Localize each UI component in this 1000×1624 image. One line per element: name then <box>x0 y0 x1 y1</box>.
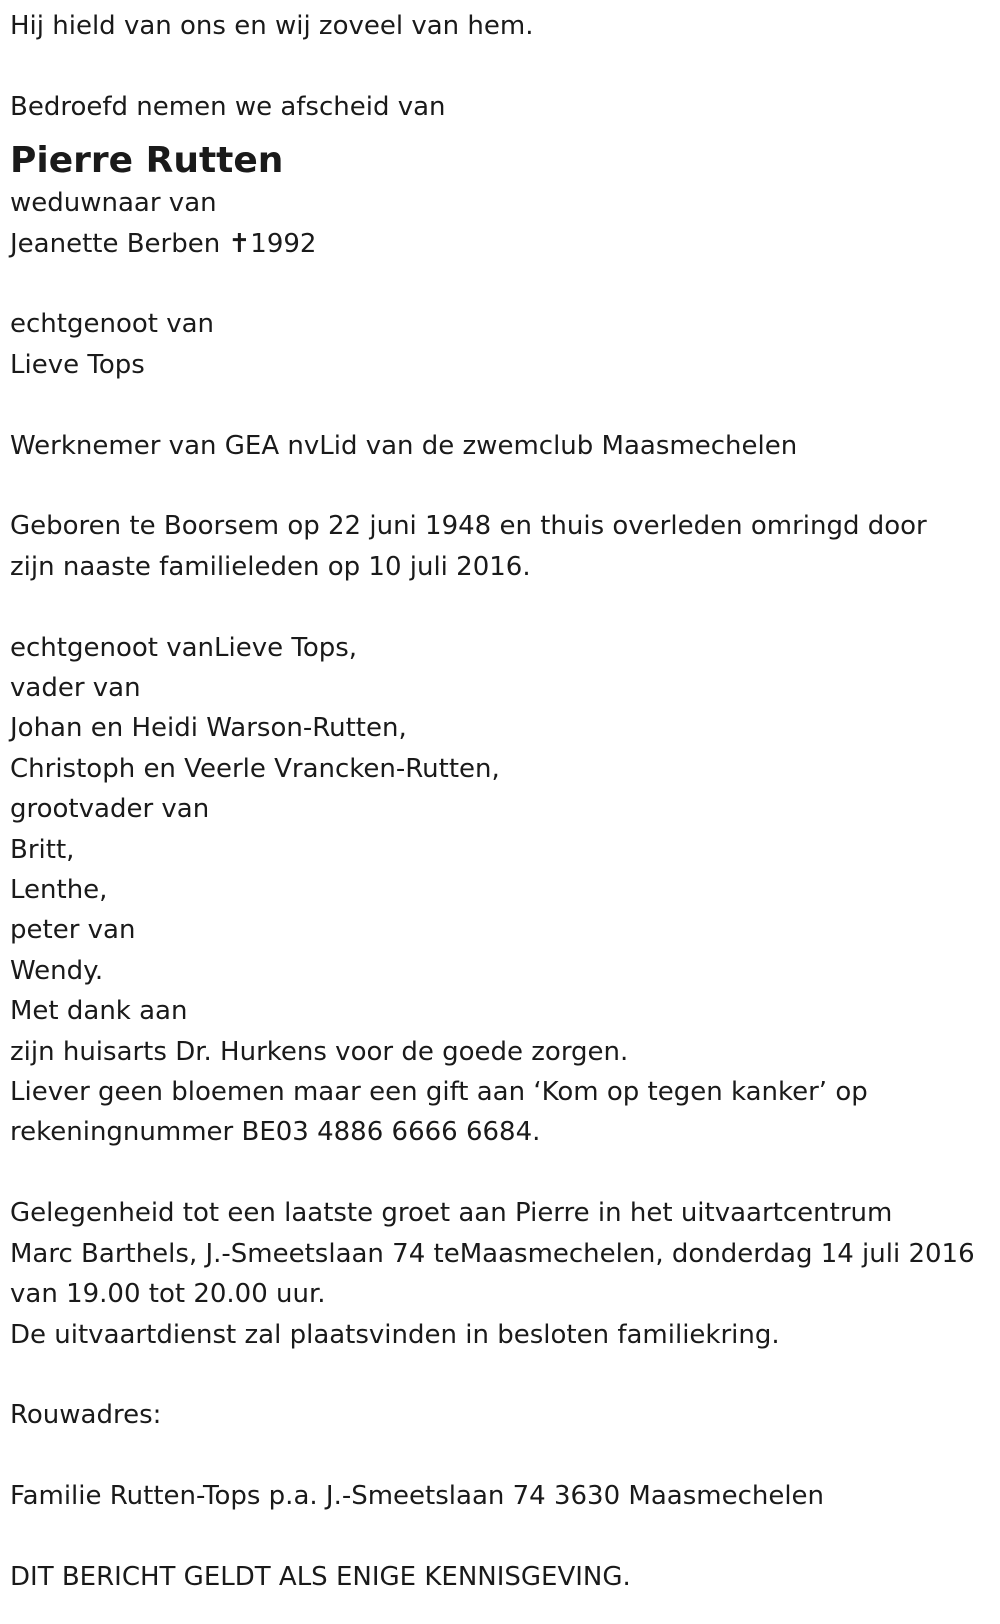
closing-notice: DIT BERICHT GELDT ALS ENIGE KENNISGEVING. <box>10 1561 631 1592</box>
birth-death-line: zijn naaste familieleden op 10 juli 2016. <box>10 551 531 582</box>
visitation-line: Marc Barthels, J.-Smeetslaan 74 teMaasmechelen, donderdag 14 juli 2016 <box>10 1238 975 1269</box>
family-line: grootvader van <box>10 794 210 825</box>
family-line: Johan en Heidi Warson-Rutten, <box>10 713 407 744</box>
intro-text: Hij hield van ons en wij zoveel van hem. <box>10 11 534 41</box>
deceased-name: Pierre Rutten <box>10 140 284 182</box>
family-line: Britt, <box>10 834 75 865</box>
late-wife-year: 1992 <box>250 228 317 259</box>
cross-icon: ✝ <box>228 228 251 259</box>
spacer <box>10 466 985 506</box>
spouse-label: echtgenoot van <box>10 309 215 340</box>
death-notice <box>10 6 985 1597</box>
occupation-text: Werknemer van GEA nvLid van de zwemclub Maasmechelen <box>10 430 798 461</box>
family-line: Wendy. <box>10 955 104 986</box>
spouse-name: Lieve Tops <box>10 349 145 380</box>
family-line: Lenthe, <box>10 875 108 906</box>
family-line: peter van <box>10 915 136 946</box>
visitation-line: Gelegenheid tot een laatste groet aan Pierre in het uitvaartcentrum <box>10 1198 893 1229</box>
mourning-address: Familie Rutten-Tops p.a. J.-Smeetslaan 74 3630 Maasmechelen <box>10 1481 825 1512</box>
visitation-line: van 19.00 tot 20.00 uur. <box>10 1279 326 1310</box>
spacer <box>10 1436 985 1476</box>
mourning-address-label: Rouwadres: <box>10 1400 162 1431</box>
spacer <box>10 587 985 627</box>
late-wife-line <box>10 224 985 264</box>
family-line: rekeningnummer BE03 4886 6666 6684. <box>10 1117 541 1148</box>
family-line: echtgenoot vanLieve Tops, <box>10 632 358 663</box>
birth-death-line: Geboren te Boorsem op 22 juni 1948 en thuis overleden omringd door <box>10 511 927 542</box>
family-line: Christoph en Veerle Vrancken-Rutten, <box>10 753 500 784</box>
family-line: zijn huisarts Dr. Hurkens voor de goede zorgen. <box>10 1036 629 1067</box>
spacer <box>10 1355 985 1395</box>
spacer <box>10 264 985 304</box>
spacer <box>10 1153 985 1193</box>
widower-label: weduwnaar van <box>10 188 217 219</box>
spacer <box>10 46 985 86</box>
farewell-text: Bedroefd nemen we afscheid van <box>10 91 446 122</box>
visitation-line: De uitvaartdienst zal plaatsvinden in besloten familiekring. <box>10 1319 780 1350</box>
family-line: vader van <box>10 673 141 704</box>
late-wife-name: Jeanette Berben <box>10 228 221 259</box>
family-line: Met dank aan <box>10 996 188 1027</box>
spacer <box>10 1517 985 1557</box>
spacer <box>10 385 985 425</box>
family-line: Liever geen bloemen maar een gift aan ‘Kom op tegen kanker’ op <box>10 1077 868 1108</box>
